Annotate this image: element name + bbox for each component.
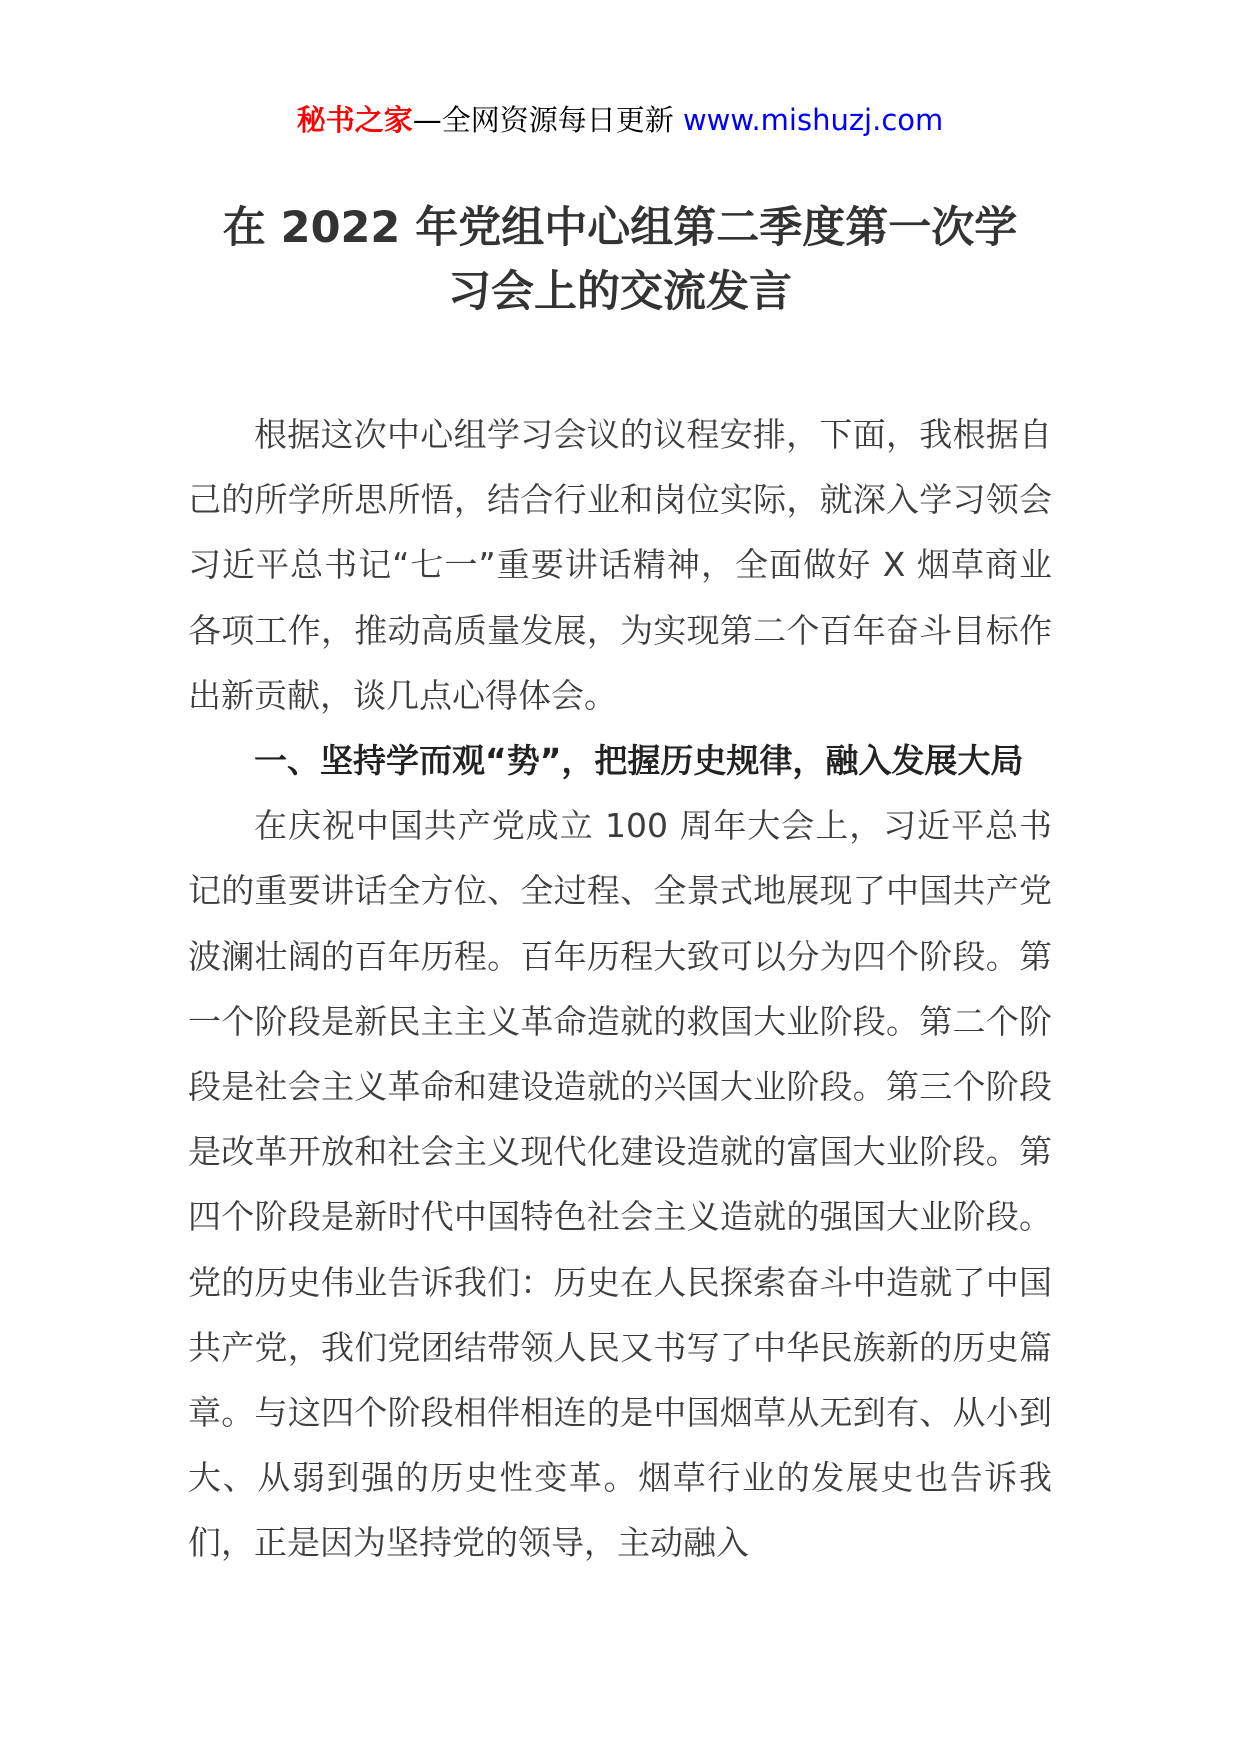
site-tagline: —全网资源每日更新 [412, 103, 674, 137]
document-title [150, 196, 1090, 324]
site-header [0, 100, 1240, 140]
section1-paragraph: 在庆祝中国共产党成立 100 周年大会上，习近平总书记的重要讲话全方位、全过程、全景式地展现了中国共产党波澜壮阔的百年历程。百年历程大致可以分为四个阶段。第一个阶段是新民主主义革命造就的救国大业阶段。第二个阶段是社会主义革命和建设造就的兴国大业阶段。第三个阶段是改革开放和社会主义现代化建设造就的富国大业阶段。第四个阶段是新时代中国特色社会主义造就的强国大业阶段。党的历史伟业告诉我们：历史在人民探索奋斗中造就了中国共产党，我们党团结带领人民又书写了中华民族新的历史篇章。与这四个阶段相伴相连的是中国烟草从无到有、从小到大、从弱到强的历史性变革。烟草行业的发展史也告诉我们，正是因为坚持党的领导，主动融入 [188, 806, 1052, 1563]
document-body [188, 402, 1052, 1576]
document-title-line2: 习会上的交流发言 [448, 267, 792, 317]
site-brand: 秘书之家 [296, 103, 413, 137]
site-url-link[interactable]: www.mishuzj.com [682, 103, 944, 137]
document-title-line1: 在 2022 年党组中心组第二季度第一次学 [222, 203, 1018, 253]
intro-paragraph: 根据这次中心组学习会议的议程安排，下面，我根据自己的所学所思所悟，结合行业和岗位实际，就深入学习领会习近平总书记“七一”重要讲话精神，全面做好 X 烟草商业各项工作，推动高质量发展，为实现第二个百年奋斗目标作出新贡献，谈几点心得体会。 [188, 415, 1052, 715]
section1-heading: 一、坚持学而观“势”，把握历史规律，融入发展大局 [254, 741, 1024, 781]
